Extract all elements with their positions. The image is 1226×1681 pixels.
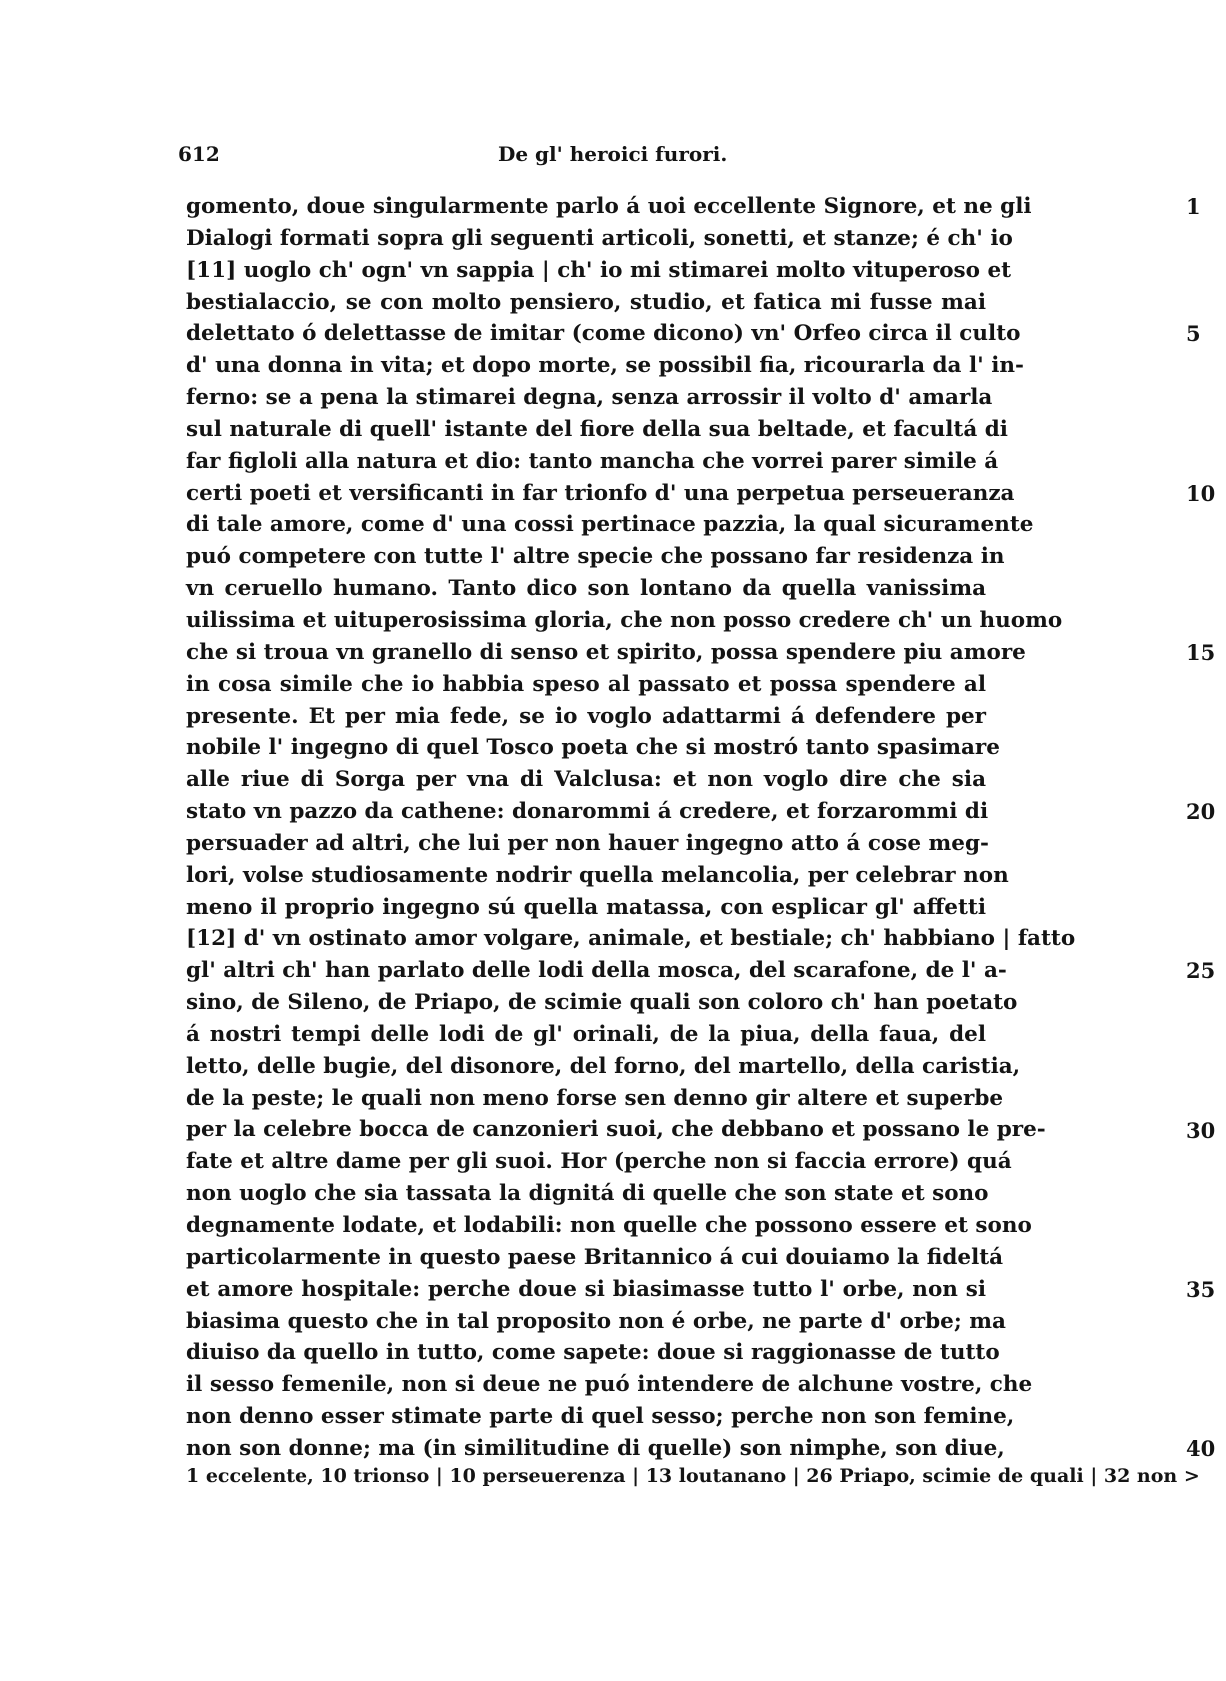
text-line: che si troua vn granello di senso et spirito, possa spendere piu amore: [186, 639, 1026, 665]
text-line: certi poeti et versificanti in far trionfo d' una perpetua perseueranza: [186, 480, 1015, 506]
text-line: á nostri tempi delle lodi de gl' orinali, de la piua, della faua, del: [186, 1021, 986, 1047]
text-line: uilissima et uituperosissima gloria, che non posso credere ch' un huomo: [186, 607, 1063, 633]
text-line: per la celebre bocca de canzonieri suoi, che debbano et possano le pre-: [186, 1117, 1046, 1143]
critical-apparatus: 1 eccelente, 10 trionso | 10 perseuerenza | 13 loutanano | 26 Priapo, scimie de quali | 32 non >: [186, 1465, 1200, 1487]
line-number: 15: [1186, 639, 1216, 665]
text-line: delettato ó delettasse de imitar (come dicono) vn' Orfeo circa il culto: [186, 321, 1021, 347]
text-line: puó competere con tutte l' altre specie che possano far residenza in: [186, 544, 1005, 570]
text-line: persuader ad altri, che lui per non hauer ingegno atto á cose meg-: [186, 830, 989, 856]
text-line: sino, de Sileno, de Priapo, de scimie quali son coloro ch' han poetato: [186, 990, 1018, 1016]
text-line: in cosa simile che io habbia speso al passato et possa spendere al: [186, 671, 986, 697]
text-line: lori, volse studiosamente nodrir quella melancolia, per celebrar non: [186, 862, 1009, 888]
line-number: 25: [1186, 958, 1216, 984]
text-line: alle riue di Sorga per vna di Valclusa: et non voglo dire che sia: [186, 767, 986, 793]
text-line: gomento, doue singularmente parlo á uoi eccellente Signore, et ne gli: [186, 194, 1032, 219]
line-number: 5: [1186, 321, 1201, 347]
main-text: [186, 191, 1216, 1465]
text-line: non denno esser stimate parte di quel sesso; perche non son femine,: [186, 1404, 1015, 1430]
text-line: vn ceruello humano. Tanto dico son lontano da quella vanissima: [186, 576, 986, 602]
line-number: 10: [1186, 480, 1216, 506]
line-number: 40: [1186, 1436, 1216, 1462]
text-line: non uoglo che sia tassata la dignitá di quelle che son state et sono: [186, 1181, 989, 1207]
text-line: di tale amore, come d' una cossi pertinace pazzia, la qual sicuramente: [186, 512, 1034, 538]
text-line: ferno: se a pena la stimarei degna, senza arrossir il volto d' amarla: [186, 385, 993, 411]
line-number: 20: [1186, 799, 1216, 825]
text-line: de la peste; le quali non meno forse sen denno gir altere et superbe: [186, 1085, 1004, 1111]
line-number: 35: [1186, 1276, 1216, 1302]
text-line: particolarmente in questo paese Britannico á cui douiamo la fideltá: [186, 1244, 1004, 1270]
text-line: et amore hospitale: perche doue si biasimasse tutto l' orbe, non si: [186, 1276, 986, 1302]
text-line: bestialaccio, se con molto pensiero, studio, et fatica mi fusse mai: [186, 289, 986, 315]
text-line: gl' altri ch' han parlato delle lodi della mosca, del scarafone, de l' a-: [186, 958, 1007, 984]
text-line: sul naturale di quell' istante del fiore della sua beltade, et facultá di: [186, 416, 1008, 442]
text-line: Dialogi formati sopra gli seguenti articoli, sonetti, et stanze; é ch' io: [186, 225, 1013, 251]
text-line: degnamente lodate, et lodabili: non quelle che possono essere et sono: [186, 1213, 1032, 1238]
text-line: biasima questo che in tal proposito non é orbe, ne parte d' orbe; ma: [186, 1308, 1006, 1334]
page-number: 612: [178, 142, 220, 166]
text-line: il sesso femenile, non si deue ne puó intendere de alchune vostre, che: [186, 1372, 1033, 1398]
text-line: [12] d' vn ostinato amor volgare, animale, et bestiale; ch' habbiano | fatto: [186, 926, 1076, 952]
line-number: 30: [1186, 1117, 1216, 1143]
text-line: [11] uoglo ch' ogn' vn sappia | ch' io mi stimarei molto vituperoso et: [186, 257, 1012, 283]
text-line: letto, delle bugie, del disonore, del forno, del martello, della caristia,: [186, 1053, 1021, 1079]
running-title: De gl' heroici furori.: [498, 142, 728, 166]
text-line: stato vn pazzo da cathene: donarommi á credere, et forzarommi di: [186, 799, 989, 825]
text-line: fate et altre dame per gli suoi. Hor (perche non si faccia errore) quá: [186, 1149, 1012, 1175]
text-line: diuiso da quello in tutto, come sapete: doue si raggionasse de tutto: [186, 1340, 1000, 1366]
line-number: 1: [1186, 194, 1201, 219]
text-line: presente. Et per mia fede, se io voglo adattarmi á defendere per: [186, 703, 986, 729]
text-line: meno il proprio ingegno sú quella matassa, con esplicar gl' affetti: [186, 894, 986, 920]
text-line: nobile l' ingegno di quel Tosco poeta che si mostró tanto spasimare: [186, 735, 1000, 761]
text-line: non son donne; ma (in similitudine di quelle) son nimphe, son diue,: [186, 1435, 1005, 1461]
page-header: [178, 142, 1014, 172]
text-line: far figloli alla natura et dio: tanto mancha che vorrei parer simile á: [186, 448, 999, 474]
text-line: d' una donna in vita; et dopo morte, se possibil fia, ricourarla da l' in-: [186, 353, 1024, 379]
